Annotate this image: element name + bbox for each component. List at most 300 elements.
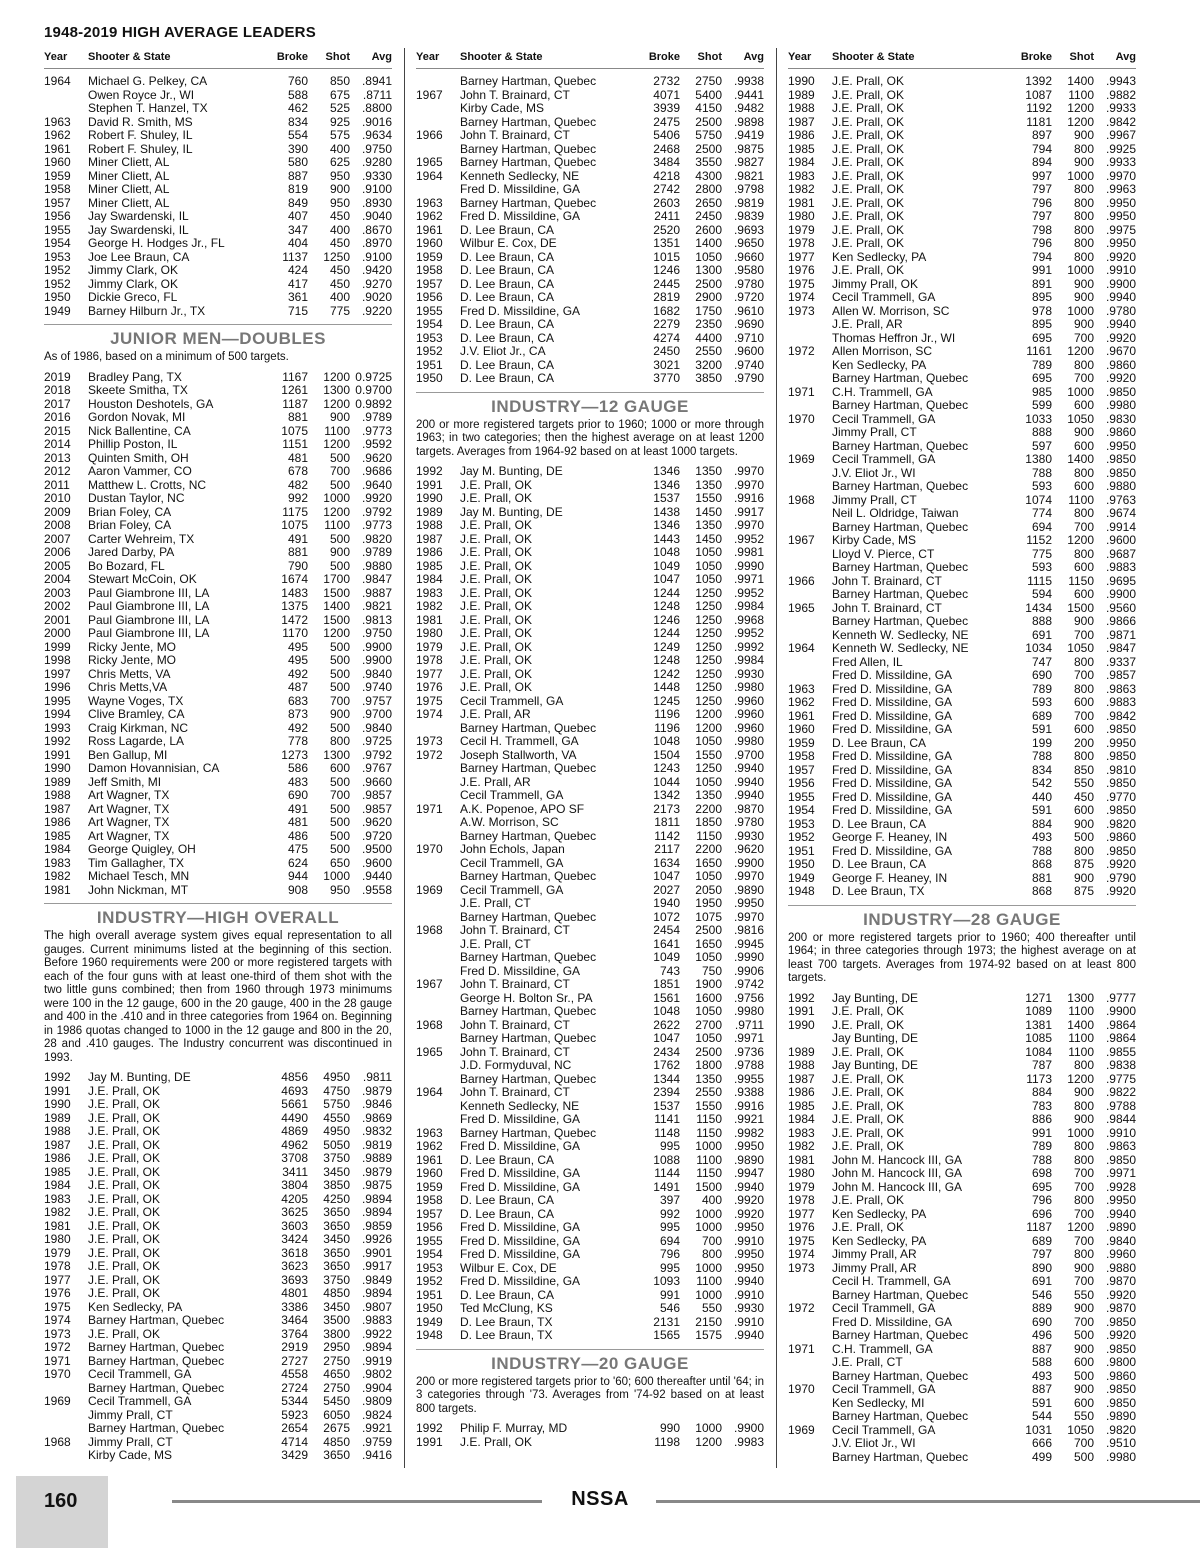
cell-shot: 650 — [329, 856, 350, 870]
table-row — [44, 1139, 392, 1153]
cell-broke: 4490 — [281, 1111, 308, 1125]
table-row — [44, 533, 392, 547]
cell-avg: .9940 — [733, 775, 764, 789]
cell-avg: .9984 — [733, 600, 764, 613]
cell-shooter: Ricky Jente, MO — [88, 654, 177, 667]
header-broke: Broke — [1020, 50, 1052, 63]
table-row — [416, 722, 764, 736]
table-row — [788, 1194, 1136, 1208]
table-row — [788, 992, 1136, 1006]
table-row — [44, 1085, 392, 1099]
cell-broke: 788 — [1031, 750, 1052, 763]
cell-avg: .9789 — [361, 411, 392, 424]
table-row — [788, 1356, 1136, 1370]
table-row — [788, 129, 1136, 143]
cell-year: 1961 — [788, 709, 815, 723]
cell-shot: 1300 — [695, 264, 722, 277]
cell-year: 1984 — [416, 573, 443, 586]
cell-year — [416, 75, 460, 89]
cell-broke: 4693 — [281, 1084, 308, 1098]
cell-broke: 888 — [1031, 426, 1052, 439]
cell-year: 1974 — [788, 291, 815, 304]
cell-year: 1965 — [788, 601, 815, 615]
cell-avg: .9890 — [1105, 1221, 1136, 1234]
cell-avg: .9650 — [733, 237, 764, 250]
table-row — [416, 1059, 764, 1073]
cell-shooter: Fred D. Missildine, GA — [460, 1221, 581, 1234]
cell-avg: .9020 — [361, 291, 392, 304]
cell-broke: 3770 — [653, 372, 680, 385]
cell-year — [788, 440, 832, 454]
cell-avg: .9894 — [361, 1192, 392, 1206]
cell-broke: 1242 — [653, 667, 680, 681]
cell-shooter: D. Lee Braun, CA — [460, 1194, 555, 1207]
cell-shooter: Barney Hartman, Quebec — [832, 588, 969, 601]
cell-year: 1983 — [788, 169, 815, 183]
cell-shot: 1050 — [695, 1032, 722, 1045]
cell-year: 1990 — [788, 1018, 815, 1032]
cell-broke: 1438 — [653, 505, 680, 519]
cell-year: 1980 — [44, 1233, 71, 1246]
cell-avg: .9686 — [361, 465, 392, 478]
column-divider — [776, 48, 777, 1468]
cell-broke: 1196 — [654, 708, 680, 721]
cell-shot: 2800 — [695, 183, 722, 196]
cell-avg: .9921 — [733, 1113, 764, 1126]
cell-shooter: J.E. Prall, AR — [460, 708, 531, 721]
cell-shot: 800 — [1073, 466, 1094, 480]
cell-avg: .9660 — [733, 250, 764, 264]
table-row — [44, 411, 392, 425]
cell-shot: 800 — [1073, 682, 1094, 696]
cell-shooter: J.E. Prall, OK — [832, 1005, 905, 1018]
cell-year: 1969 — [44, 1395, 71, 1408]
cell-shooter: Barney Hartman, Quebec — [832, 561, 969, 574]
table-row — [788, 1208, 1136, 1222]
cell-year: 1972 — [788, 1302, 815, 1315]
table-row — [788, 1046, 1136, 1060]
cell-avg: .9875 — [361, 1179, 392, 1192]
cell-shot: 1400 — [695, 237, 722, 250]
table-row — [416, 197, 764, 211]
cell-year: 1996 — [44, 681, 71, 694]
cell-shooter: Matthew L. Crotts, NC — [88, 478, 207, 492]
cell-avg: .9840 — [361, 721, 392, 735]
cell-shooter: Fred D. Missildine, GA — [832, 750, 953, 763]
cell-broke: 3939 — [653, 102, 680, 115]
cell-shooter: Jimmy Prall, AR — [832, 1261, 917, 1275]
cell-shooter: Skeete Smitha, TX — [88, 384, 188, 397]
cell-shooter: Lloyd V. Pierce, CT — [832, 547, 935, 561]
cell-year: 1972 — [788, 345, 815, 358]
table-row — [44, 695, 392, 709]
cell-avg: .9330 — [361, 169, 392, 183]
table-row — [44, 89, 392, 103]
cell-avg: .9880 — [361, 559, 392, 573]
cell-shot: 1200 — [323, 627, 350, 640]
table-row — [44, 170, 392, 184]
cell-year: 2002 — [44, 600, 71, 613]
cell-shot: 525 — [329, 102, 350, 115]
cell-shot: 800 — [1073, 250, 1094, 264]
cell-shot: 800 — [1073, 196, 1094, 210]
cell-avg: .9920 — [733, 1207, 764, 1221]
table-row — [788, 1383, 1136, 1397]
cell-shot: 2675 — [323, 1422, 350, 1435]
cell-shooter: D. Lee Braun, TX — [460, 1329, 553, 1342]
cell-shot: 4850 — [323, 1287, 350, 1300]
cell-shooter: Art Wagner, TX — [88, 816, 170, 829]
table-row — [416, 1316, 764, 1330]
cell-year: 1975 — [788, 277, 815, 291]
cell-shot: 600 — [1073, 723, 1094, 736]
cell-shot: 3650 — [323, 1246, 350, 1260]
cell-broke: 849 — [287, 196, 308, 210]
cell-broke: 1682 — [653, 304, 680, 318]
cell-shooter: Fred D. Missildine, GA — [832, 696, 953, 709]
cell-avg: .9950 — [733, 1248, 764, 1261]
cell-year: 1956 — [416, 291, 443, 304]
table-row — [788, 1437, 1136, 1451]
cell-broke: 796 — [659, 1248, 680, 1261]
cell-broke: 624 — [287, 856, 308, 870]
cell-shot: 1200 — [695, 1435, 722, 1449]
cell-shot: 1050 — [695, 559, 722, 573]
cell-shooter: J.E. Prall, OK — [832, 1045, 905, 1059]
cell-shooter: J.E. Prall, OK — [460, 667, 533, 681]
table-row — [788, 669, 1136, 683]
cell-broke: 992 — [659, 1207, 680, 1221]
cell-broke: 1246 — [653, 264, 680, 277]
cell-avg: .9910 — [1105, 1126, 1136, 1140]
cell-shooter: Barney Hartman, Quebec — [832, 520, 969, 534]
cell-year — [416, 1032, 460, 1046]
table-row — [788, 1140, 1136, 1154]
cell-avg: .9971 — [1105, 1167, 1136, 1180]
table-row — [44, 519, 392, 533]
cell-avg: .9950 — [1105, 736, 1136, 750]
cell-year — [416, 116, 460, 130]
cell-broke: 4205 — [281, 1192, 308, 1206]
cell-shooter: J.E. Prall, OK — [460, 627, 533, 640]
cell-broke: 1181 — [1026, 115, 1052, 129]
cell-broke: 1851 — [653, 978, 680, 991]
table-row — [788, 858, 1136, 872]
table-row — [416, 681, 764, 695]
cell-shooter: Barney Hartman, Quebec — [460, 829, 597, 843]
cell-shooter: Kenneth Sedlecky, NE — [460, 169, 580, 183]
table-row — [44, 1179, 392, 1193]
cell-year: 2015 — [44, 424, 71, 438]
cell-avg: .9870 — [733, 802, 764, 816]
cell-broke: 2742 — [653, 183, 680, 196]
table-row — [788, 1019, 1136, 1033]
cell-broke: 1167 — [282, 370, 308, 384]
cell-broke: 789 — [1031, 358, 1052, 372]
cell-year — [416, 816, 460, 830]
cell-broke: 868 — [1031, 885, 1052, 898]
table-row — [788, 1127, 1136, 1141]
cell-shooter: J.V. Eliot Jr., WI — [832, 466, 916, 480]
cell-shot: 3850 — [323, 1179, 350, 1192]
cell-broke: 5344 — [281, 1395, 308, 1408]
cell-shot: 2450 — [695, 210, 722, 223]
cell-shooter: Cecil Trammell, GA — [88, 1368, 192, 1381]
cell-shot: 1000 — [323, 492, 350, 505]
cell-broke: 889 — [1031, 1302, 1052, 1315]
cell-shot: 900 — [1073, 615, 1094, 628]
cell-avg: .9850 — [1105, 1383, 1136, 1396]
cell-shot: 800 — [1073, 1099, 1094, 1113]
cell-broke: 1537 — [653, 1099, 680, 1113]
cell-broke: 788 — [1031, 844, 1052, 858]
cell-year: 1975 — [416, 694, 443, 708]
cell-broke: 796 — [1031, 1194, 1052, 1207]
cell-broke: 1381 — [1025, 1018, 1052, 1032]
cell-shot: 900 — [1073, 156, 1094, 169]
cell-broke: 1448 — [653, 681, 680, 694]
cell-shooter: Cecil Trammell, GA — [832, 412, 936, 426]
cell-year: 2018 — [44, 384, 71, 397]
cell-broke: 2394 — [653, 1086, 680, 1099]
cell-shooter: D. Lee Braun, CA — [460, 1153, 555, 1167]
cell-shot: 575 — [329, 129, 350, 142]
cell-shooter: Kirby Cade, MS — [832, 534, 917, 547]
cell-shooter: J.E. Prall, OK — [88, 1246, 161, 1260]
table-row — [788, 791, 1136, 805]
cell-shooter: Jimmy Clark, OK — [88, 264, 178, 277]
cell-year: 1968 — [416, 924, 443, 937]
table-row — [416, 951, 764, 965]
table-row — [788, 156, 1136, 170]
cell-year: 1986 — [788, 129, 815, 142]
cell-avg: .9736 — [733, 1045, 764, 1059]
cell-year: 1990 — [44, 1098, 71, 1111]
cell-shooter: Cecil Trammell, GA — [832, 1383, 936, 1396]
cell-year: 2003 — [44, 586, 71, 600]
cell-shot: 500 — [329, 532, 350, 546]
cell-shot: 700 — [1073, 1234, 1094, 1248]
cell-avg: .9940 — [1105, 318, 1136, 331]
cell-shot: 2350 — [695, 318, 722, 331]
cell-shooter: Jeff Smith, MI — [88, 775, 162, 789]
cell-shot: 6050 — [323, 1408, 350, 1422]
cell-shot: 1400 — [1067, 1018, 1094, 1032]
cell-broke: 1346 — [653, 519, 680, 532]
table-row — [788, 561, 1136, 575]
table-row — [416, 857, 764, 871]
cell-shooter: Jimmy Prall, OK — [832, 277, 919, 291]
table-row — [44, 1166, 392, 1180]
cell-shot: 700 — [1073, 520, 1094, 534]
cell-shooter: J.E. Prall, OK — [88, 1206, 161, 1219]
cell-shooter: Art Wagner, TX — [88, 829, 170, 843]
cell-year: 1958 — [416, 264, 443, 277]
cell-avg: .9690 — [733, 318, 764, 331]
cell-year: 2008 — [44, 519, 71, 532]
cell-shot: 900 — [1073, 817, 1094, 831]
cell-shooter: J.E. Prall, OK — [832, 88, 905, 102]
cell-year — [788, 426, 832, 440]
cell-broke: 3386 — [281, 1300, 308, 1314]
cell-avg: .9838 — [1105, 1059, 1136, 1072]
cell-shooter: Kenneth Sedlecky, NE — [460, 1099, 580, 1113]
cell-shot: 1050 — [695, 951, 722, 964]
cell-broke: 690 — [1031, 669, 1052, 682]
cell-broke: 995 — [659, 1221, 680, 1234]
cell-year: 1967 — [788, 534, 815, 547]
header-shooter: Shooter & State — [460, 50, 543, 63]
cell-broke: 417 — [287, 277, 308, 291]
cell-broke: 1187 — [1026, 1221, 1052, 1234]
cell-broke: 2454 — [653, 924, 680, 937]
cell-shot: 775 — [329, 304, 350, 318]
table-row — [44, 452, 392, 466]
cell-shooter: John Echols, Japan — [460, 843, 565, 856]
cell-broke: 3618 — [281, 1246, 308, 1260]
table-row — [788, 548, 1136, 562]
cell-avg: .9220 — [361, 304, 392, 318]
cell-broke: 1346 — [653, 478, 680, 492]
cell-avg: .9933 — [1105, 102, 1136, 115]
cell-year: 1951 — [416, 1288, 443, 1302]
cell-year — [416, 1059, 460, 1073]
cell-year: 1983 — [416, 586, 443, 600]
cell-shot: 1250 — [695, 640, 722, 654]
table-row — [44, 1071, 392, 1085]
cell-broke: 995 — [659, 1261, 680, 1275]
cell-broke: 2468 — [653, 142, 680, 156]
table-row — [788, 750, 1136, 764]
cell-year — [416, 1100, 460, 1114]
cell-year: 1992 — [44, 735, 71, 748]
cell-year — [788, 507, 832, 521]
cell-shot: 900 — [1073, 1261, 1094, 1275]
table-row — [416, 587, 764, 601]
cell-shot: 900 — [1073, 871, 1094, 885]
cell-year: 2001 — [44, 613, 71, 627]
table-row — [788, 615, 1136, 629]
cell-shooter: Owen Royce Jr., WI — [88, 88, 195, 102]
cell-broke: 361 — [287, 291, 308, 304]
cell-year — [788, 1451, 832, 1465]
cell-shot: 1550 — [695, 492, 722, 505]
cell-avg: .9850 — [1105, 723, 1136, 736]
cell-broke: 1196 — [654, 721, 680, 735]
cell-avg: .9933 — [1105, 156, 1136, 169]
cell-broke: 789 — [1031, 682, 1052, 696]
cell-year — [788, 1437, 832, 1451]
cell-broke: 493 — [1031, 1369, 1052, 1383]
cell-broke: 1249 — [653, 640, 680, 654]
cell-broke: 2131 — [653, 1315, 680, 1329]
cell-shooter: D. Lee Braun, CA — [460, 264, 555, 277]
cell-year: 1989 — [788, 1045, 815, 1059]
cell-broke: 1380 — [1025, 453, 1052, 466]
cell-shooter: J.E. Prall, OK — [460, 600, 533, 613]
table-row — [44, 1355, 392, 1369]
table-row — [788, 1316, 1136, 1330]
cell-avg: .9777 — [1105, 991, 1136, 1005]
cell-shot: 800 — [701, 1248, 722, 1261]
table-row — [416, 1140, 764, 1154]
table-row — [44, 371, 392, 385]
cell-shot: 1100 — [1068, 493, 1094, 507]
cell-broke: 834 — [287, 115, 308, 129]
cell-avg: .9850 — [1105, 453, 1136, 466]
table-row — [44, 1409, 392, 1423]
cell-shot: 900 — [1073, 1383, 1094, 1396]
table-row — [788, 1302, 1136, 1316]
cell-shot: 1075 — [695, 910, 722, 924]
page-number: 160 — [44, 1490, 78, 1512]
cell-avg: .9792 — [361, 505, 392, 519]
table-row — [788, 345, 1136, 359]
cell-avg: .9821 — [361, 600, 392, 613]
table-row — [788, 143, 1136, 157]
cell-shot: 1000 — [695, 1288, 722, 1302]
cell-shooter: J.E. Prall, OK — [832, 169, 905, 183]
cell-avg: .9950 — [733, 1221, 764, 1234]
cell-year: 1960 — [416, 237, 443, 250]
table-row — [416, 573, 764, 587]
cell-year: 1967 — [416, 978, 443, 991]
cell-shooter: Barney Hartman, Quebec — [460, 75, 597, 88]
cell-year: 1970 — [788, 412, 815, 426]
table-row — [44, 776, 392, 790]
cell-shot: 900 — [329, 411, 350, 424]
cell-avg: .8800 — [361, 102, 392, 115]
cell-broke: 787 — [1031, 1059, 1052, 1072]
table-row — [788, 1397, 1136, 1411]
cell-shooter: J.E. Prall, OK — [88, 1165, 161, 1179]
table-row — [44, 210, 392, 224]
cell-broke: 797 — [1031, 183, 1052, 196]
cell-broke: 4869 — [281, 1125, 308, 1138]
cell-shot: 800 — [1073, 547, 1094, 561]
table-row — [788, 1410, 1136, 1424]
cell-year — [788, 561, 832, 575]
cell-avg: .9900 — [361, 654, 392, 667]
cell-avg: .9921 — [361, 1422, 392, 1435]
table-row — [416, 519, 764, 533]
table-row — [416, 183, 764, 197]
table-row — [416, 1289, 764, 1303]
cell-broke: 492 — [287, 721, 308, 735]
cell-year: 1987 — [44, 802, 71, 816]
cell-shot: 1350 — [695, 478, 722, 492]
table-row — [44, 843, 392, 857]
cell-shot: 3550 — [695, 156, 722, 169]
cell-avg: .9016 — [361, 115, 392, 129]
cell-shot: 1250 — [695, 694, 722, 708]
cell-shot: 2900 — [695, 291, 722, 304]
cell-avg: .9992 — [733, 640, 764, 654]
cell-shooter: Barney Hartman, Quebec — [460, 156, 597, 169]
cell-year: 1981 — [44, 883, 71, 897]
cell-shot: 900 — [329, 183, 350, 196]
cell-avg: .9725 — [361, 735, 392, 748]
cell-broke: 486 — [287, 829, 308, 843]
cell-broke: 1047 — [653, 573, 680, 586]
table-row — [416, 237, 764, 251]
cell-avg: .9821 — [733, 169, 764, 183]
table-row — [788, 885, 1136, 899]
table-row — [44, 762, 392, 776]
table-row — [416, 1019, 764, 1033]
cell-shooter: J.E. Prall, CT — [460, 937, 531, 951]
cell-shooter: J.E. Prall, OK — [832, 115, 905, 129]
